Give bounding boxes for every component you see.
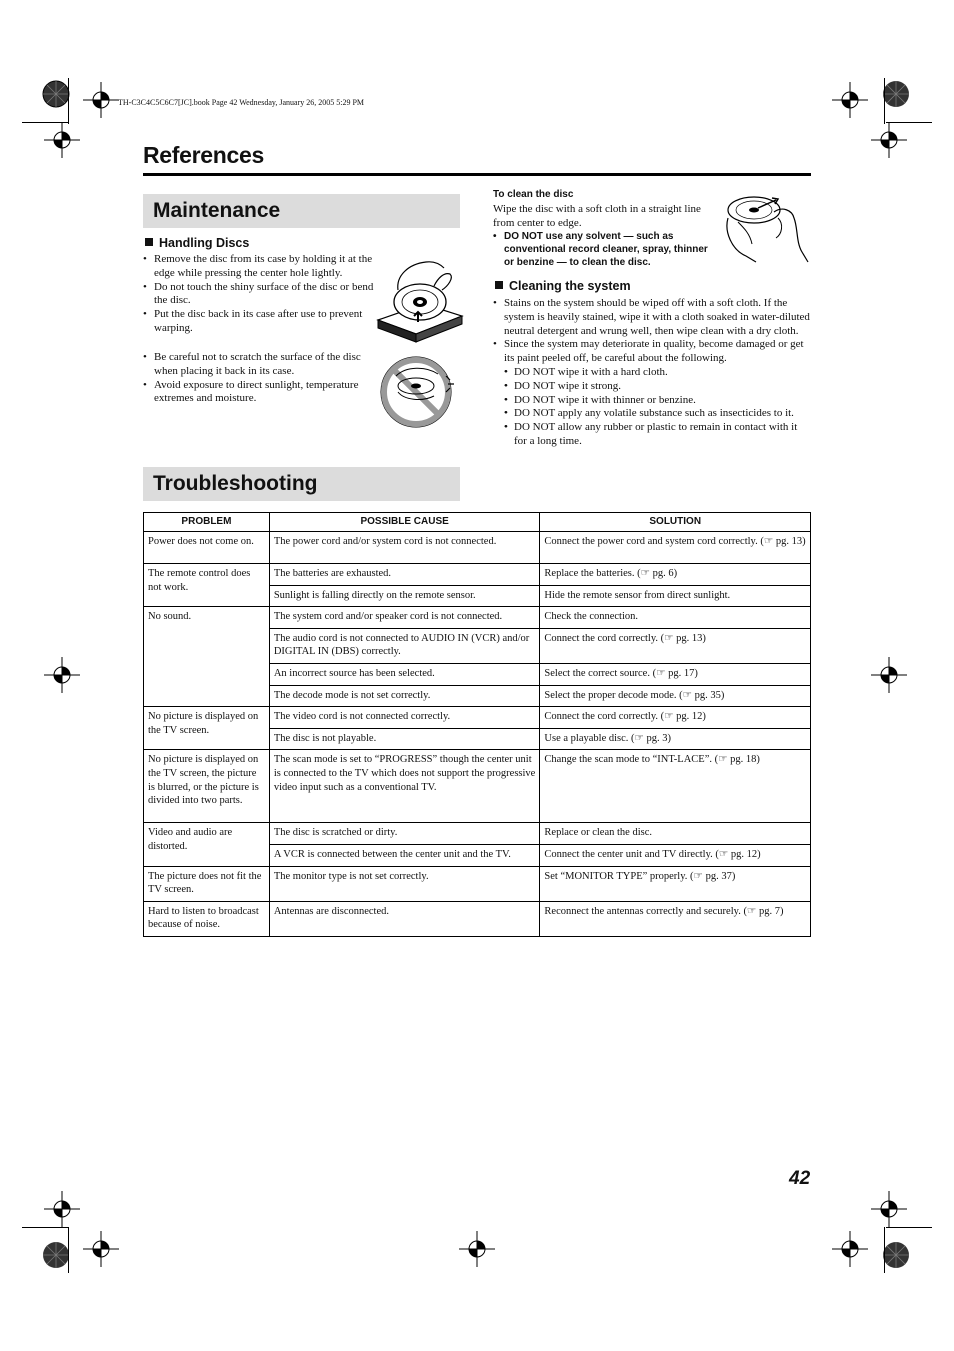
trim-mark [886, 122, 932, 123]
trim-mark [68, 78, 69, 124]
list-item: • • DO NOT allow any rubber or plastic to remain in contact with it for a long time. [504, 421, 811, 449]
clean-disc-text: Wipe the disc with a soft cloth in a straight line from center to edge. [493, 203, 701, 229]
cause-cell: The audio cord is not connected to AUDIO IN (VCR) and/or DIGITAL IN (DBS) correctly. [269, 628, 540, 663]
cleaning-system-list [493, 297, 811, 449]
problem-cell: Power does not come on. [144, 532, 270, 564]
color-registration-mark-icon [874, 72, 918, 116]
maintenance-heading: Maintenance [143, 194, 460, 228]
table-row [144, 901, 811, 936]
column-header-cause: POSSIBLE CAUSE [269, 513, 540, 532]
solution-cell: Reconnect the antennas correctly and securely. (☞ pg. 7) [540, 901, 811, 936]
cause-cell: The scan mode is set to “PROGRESS” though the center unit is connected to the TV which does not support the progressive video input such as a conventional TV. [269, 750, 540, 823]
prohibited-handling-illustration [376, 352, 460, 432]
crosshair-mark-icon [40, 1187, 84, 1231]
table-row [144, 532, 811, 564]
cause-cell: The batteries are exhausted. [269, 564, 540, 586]
color-registration-mark-icon [34, 1233, 78, 1277]
print-header-line: TH-C3C4C5C6C7[JC].book Page 42 Wednesday, January 26, 2005 5:29 PM [118, 98, 365, 107]
cause-cell: The decode mode is not set correctly. [269, 685, 540, 707]
solution-cell: Set “MONITOR TYPE” properly. (☞ pg. 37) [540, 866, 811, 901]
cause-cell: The monitor type is not set correctly. [269, 866, 540, 901]
square-bullet-icon [145, 238, 153, 246]
trim-mark [22, 122, 68, 123]
bullet-icon: • • [504, 393, 508, 406]
solution-cell: Select the proper decode mode. (☞ pg. 35) [540, 685, 811, 707]
list-item: • • DO NOT wipe it strong. [504, 380, 811, 394]
color-registration-mark-icon [34, 72, 78, 116]
solution-cell: Connect the cord correctly. (☞ pg. 13) [540, 628, 811, 663]
trim-mark [884, 1227, 885, 1273]
problem-cell: The remote control does not work. [144, 564, 270, 607]
cause-cell: An incorrect source has been selected. [269, 663, 540, 685]
crosshair-mark-icon [40, 118, 84, 162]
solution-cell: Connect the cord correctly. (☞ pg. 12) [540, 707, 811, 729]
column-header-solution: SOLUTION [540, 513, 811, 532]
bullet-icon: • • [504, 379, 508, 392]
list-item: • • DO NOT wipe it with thinner or benzine. [504, 394, 811, 408]
page-title: References [143, 142, 265, 168]
trim-mark [68, 1227, 69, 1273]
solution-cell: Replace the batteries. (☞ pg. 6) [540, 564, 811, 586]
solution-cell: Check the connection. [540, 607, 811, 629]
list-item: • Avoid exposure to direct sunlight, temperature extremes and moisture. [143, 379, 375, 407]
square-bullet-icon [495, 281, 503, 289]
crosshair-mark-icon [455, 1227, 499, 1271]
crosshair-mark-icon [79, 1227, 123, 1271]
handling-discs-heading: Handling Discs [145, 236, 249, 250]
handling-discs-list-b [143, 351, 375, 406]
crosshair-mark-icon [828, 1227, 872, 1271]
handling-discs-list-a [143, 253, 375, 336]
problem-cell: No picture is displayed on the TV screen. [144, 707, 270, 750]
list-item: • Since the system may deteriorate in quality, become damaged or get its paint peeled off, be careful about the following. • • DO NOT wipe it with a hard cloth. • • DO NOT wipe it strong. • • DO NOT wipe it with thinner or benzine. • • DO NOT apply any volatile substance such as insecticides to it. • • DO NOT allow any rubber or plastic to remain in contact with it for a long time. [493, 338, 811, 448]
cause-cell: The disc is scratched or dirty. [269, 823, 540, 845]
solution-cell: Hide the remote sensor from direct sunlight. [540, 585, 811, 607]
solution-cell: Connect the center unit and TV directly. (☞ pg. 12) [540, 844, 811, 866]
list-item: • Be careful not to scratch the surface of the disc when placing it back in its case. [143, 351, 375, 379]
bullet-icon: • • [504, 421, 508, 434]
list-item: • Do not touch the shiny surface of the disc or bend the disc. [143, 281, 375, 309]
problem-cell: No sound. [144, 607, 270, 707]
clean-disc-heading: To clean the disc [493, 189, 574, 200]
problem-cell: No picture is displayed on the TV screen, the picture is blurred, or the picture is divided into two parts. [144, 750, 270, 823]
page-number: 42 [789, 1168, 811, 1189]
list-item: • • DO NOT apply any volatile substance such as insecticides to it. [504, 407, 811, 421]
solution-cell: Change the scan mode to “INT-LACE”. (☞ pg. 18) [540, 750, 811, 823]
problem-cell: The picture does not fit the TV screen. [144, 866, 270, 901]
table-row [144, 607, 811, 629]
trim-mark [886, 1227, 932, 1228]
table-row [144, 707, 811, 729]
solution-cell: Select the correct source. (☞ pg. 17) [540, 663, 811, 685]
solution-cell: Replace or clean the disc. [540, 823, 811, 845]
trim-mark [22, 1227, 68, 1228]
cause-cell: Sunlight is falling directly on the remote sensor. [269, 585, 540, 607]
cleaning-caution-sublist [504, 366, 811, 449]
list-item: • Remove the disc from its case by holding it at the edge while pressing the center hole lightly. [143, 253, 375, 281]
cause-cell: Antennas are disconnected. [269, 901, 540, 936]
cause-cell: The disc is not playable. [269, 728, 540, 750]
crosshair-mark-icon [79, 78, 123, 122]
solution-cell: Connect the power cord and system cord correctly. (☞ pg. 13) [540, 532, 811, 564]
crosshair-mark-icon [40, 653, 84, 697]
bullet-icon: • • [504, 407, 508, 420]
crosshair-mark-icon [867, 1187, 911, 1231]
title-rule [143, 173, 811, 176]
cause-cell: The system cord and/or speaker cord is not connected. [269, 607, 540, 629]
crosshair-mark-icon [867, 118, 911, 162]
table-header-row [144, 513, 811, 532]
problem-cell: Video and audio are distorted. [144, 823, 270, 866]
table-row [144, 750, 811, 823]
disc-in-case-illustration [374, 256, 466, 344]
cause-cell: The video cord is not connected correctly. [269, 707, 540, 729]
cause-cell: The power cord and/or system cord is not connected. [269, 532, 540, 564]
table-row [144, 823, 811, 845]
cause-cell: A VCR is connected between the center unit and the TV. [269, 844, 540, 866]
clean-disc-warning: • DO NOT use any solvent — such as conventional record cleaner, spray, thinner or benzine — to clean the disc. [493, 231, 708, 268]
solution-cell: Use a playable disc. (☞ pg. 3) [540, 728, 811, 750]
list-item: • Put the disc back in its case after use to prevent warping. [143, 308, 375, 336]
troubleshooting-heading: Troubleshooting [143, 467, 460, 501]
table-row [144, 866, 811, 901]
cleaning-system-heading: Cleaning the system [495, 279, 631, 293]
bullet-icon: • • [504, 365, 508, 378]
column-header-problem: PROBLEM [144, 513, 270, 532]
crosshair-mark-icon [828, 78, 872, 122]
table-row [144, 564, 811, 586]
trim-mark [884, 78, 885, 124]
wiping-disc-illustration [722, 188, 810, 268]
troubleshooting-table [143, 512, 811, 937]
list-item: • • DO NOT wipe it with a hard cloth. [504, 366, 811, 380]
color-registration-mark-icon [874, 1233, 918, 1277]
list-item: • Stains on the system should be wiped off with a soft cloth. If the system is heavily stained, wipe it with a cloth soaked in water-diluted neutral detergent and wrung well, then wipe clean with a dry cloth. [493, 297, 811, 338]
crosshair-mark-icon [867, 653, 911, 697]
problem-cell: Hard to listen to broadcast because of noise. [144, 901, 270, 936]
bullet-icon: • [493, 231, 497, 242]
